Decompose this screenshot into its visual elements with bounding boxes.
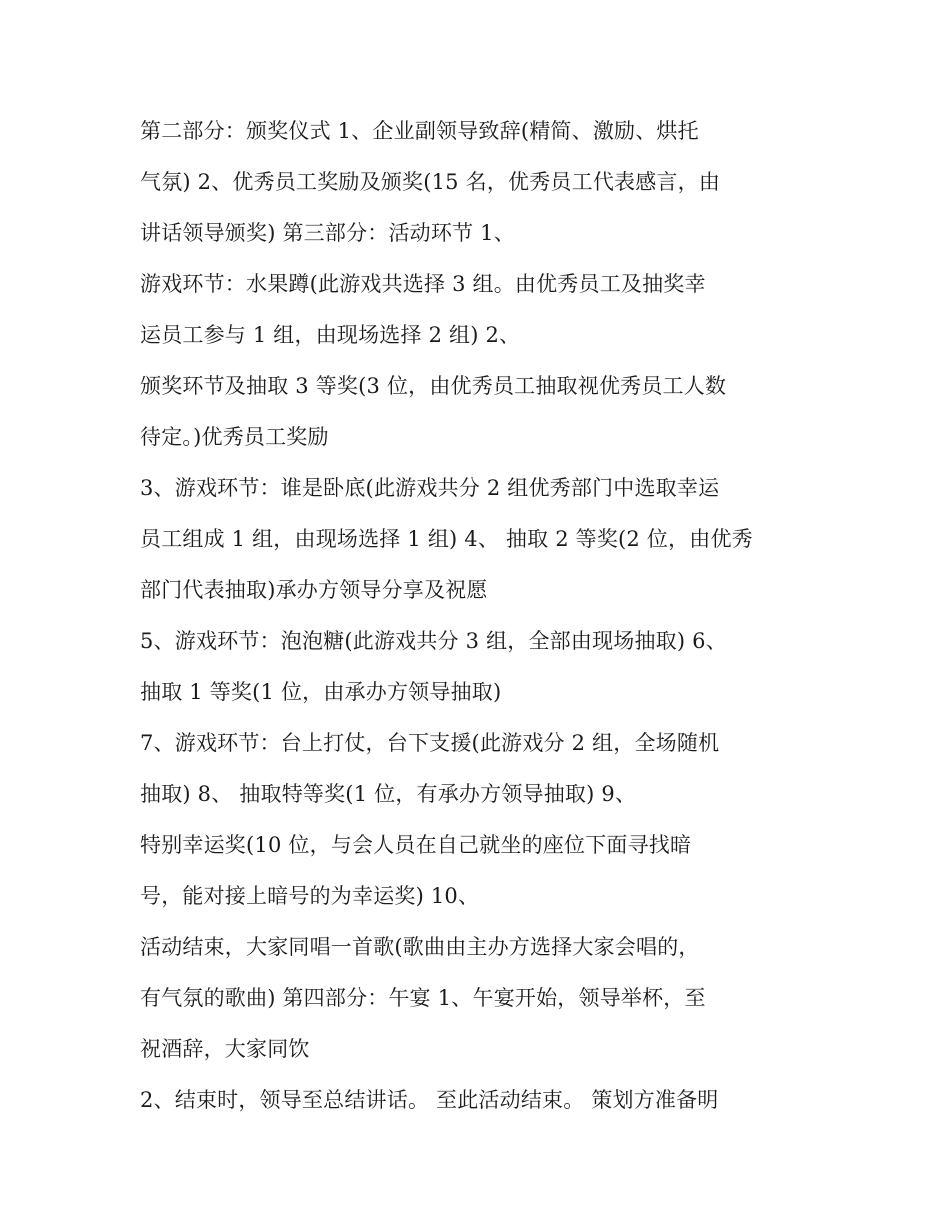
text-line-17: 活动结束，大家同唱一首歌(歌曲由主办方选择大家会唱的， xyxy=(140,935,700,959)
text-line-9: 员工组成 1 组，由现场选择 1 组) 4、 抽取 2 等奖(2 位，由优秀 xyxy=(140,527,753,551)
text-line-5: 运员工参与 1 组，由现场选择 2 组) 2、 xyxy=(140,323,521,347)
text-line-1: 第二部分：颁奖仪式 1、企业副领导致辞(精简、激励、烘托 xyxy=(140,119,699,143)
text-line-16: 号，能对接上暗号的为幸运奖) 10、 xyxy=(140,884,480,908)
text-line-11: 5、游戏环节：泡泡糖(此游戏共分 3 组，全部由现场抽取) 6、 xyxy=(140,629,727,653)
text-line-6: 颁奖环节及抽取 3 等奖(3 位，由优秀员工抽取视优秀员工人数 xyxy=(140,374,727,398)
text-line-4: 游戏环节：水果蹲(此游戏共选择 3 组。由优秀员工及抽奖幸 xyxy=(140,272,706,296)
text-line-7: 待定。)优秀员工奖励 xyxy=(140,425,329,449)
document-body xyxy=(140,106,840,1126)
text-line-8: 3、游戏环节：谁是卧底(此游戏共分 2 组优秀部门中选取幸运 xyxy=(140,476,720,500)
text-line-18: 有气氛的歌曲) 第四部分：午宴 1、午宴开始，领导举杯，至 xyxy=(140,986,706,1010)
text-line-12: 抽取 1 等奖(1 位，由承办方领导抽取) xyxy=(140,680,502,704)
text-line-2: 气氛) 2、优秀员工奖励及颁奖(15 名，优秀员工代表感言，由 xyxy=(140,170,721,194)
text-line-13: 7、游戏环节：台上打仗，台下支援(此游戏分 2 组，全场随机 xyxy=(140,731,720,755)
text-line-14: 抽取) 8、 抽取特等奖(1 位，有承办方领导抽取) 9、 xyxy=(140,782,637,806)
text-line-10: 部门代表抽取)承办方领导分享及祝愿 xyxy=(140,578,488,602)
text-line-19: 祝酒辞，大家同饮 xyxy=(140,1037,310,1061)
text-line-15: 特别幸运奖(10 位，与会人员在自己就坐的座位下面寻找暗 xyxy=(140,833,692,857)
text-line-3: 讲话领导颁奖) 第三部分：活动环节 1、 xyxy=(140,221,515,245)
text-line-20: 2、结束时，领导至总结讲话。 至此活动结束。 策划方准备明 xyxy=(140,1088,719,1112)
